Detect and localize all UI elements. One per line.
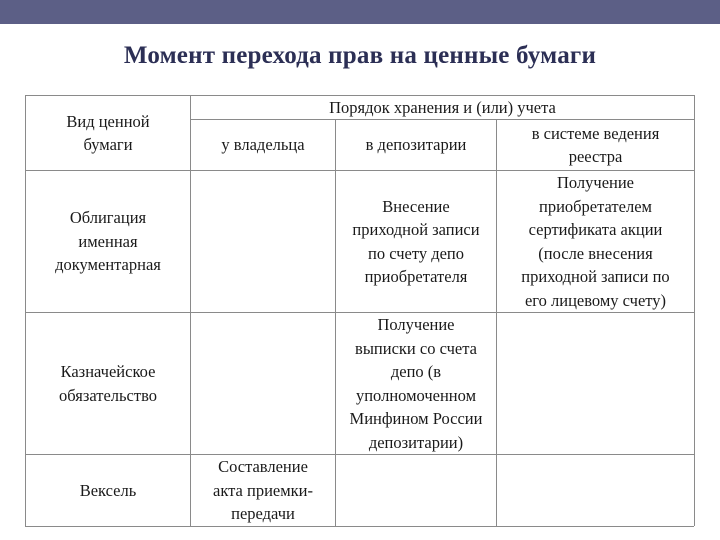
row-bond-owner — [191, 171, 335, 312]
header-depository: в депозитарии — [365, 135, 467, 155]
row-treasury-registry — [497, 313, 694, 454]
table-border-right — [694, 95, 695, 526]
row-bond-registry: Получение приобретателем сертификата акции (после внесения приходной записи по его лицевому счету) — [521, 173, 670, 310]
header-security-type: Вид ценной бумаги — [66, 111, 150, 154]
row-treasury-depository: Получение выписки со счета депо (в уполномоченном Минфином России депозитарии) — [349, 315, 483, 452]
slide-title: Момент перехода прав на ценные бумаги — [123, 42, 597, 69]
table-border-bottom — [25, 526, 694, 527]
header-storage-order: Порядок хранения и (или) учета — [329, 97, 556, 117]
header-registry: в системе ведения реестра — [531, 123, 660, 166]
row-treasury-type: Казначейское обязательство — [59, 362, 157, 405]
row-bill-type: Вексель — [79, 480, 137, 500]
row-bond-type: Облигация именная документарная — [55, 208, 161, 275]
row-bill-depository — [336, 455, 496, 526]
row-bill-owner: Составление акта приемки- передачи — [213, 457, 313, 524]
row-bill-registry — [497, 455, 694, 526]
row-treasury-owner — [191, 313, 335, 454]
row-bond-depository: Внесение приходной записи по счету депо приобретателя — [352, 196, 480, 286]
header-owner: у владельца — [221, 135, 305, 155]
